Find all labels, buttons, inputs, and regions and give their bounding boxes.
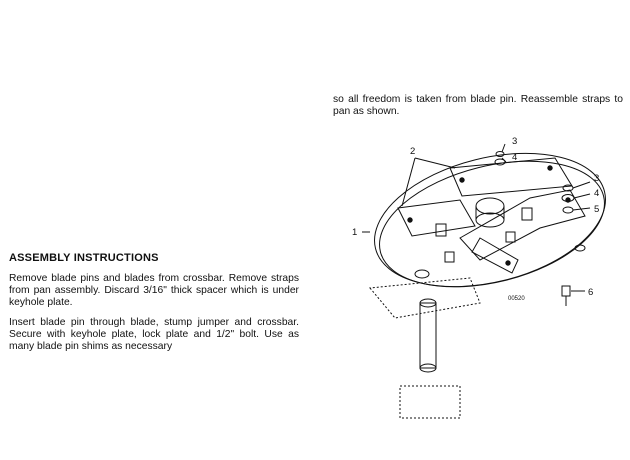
callout-3-top: 3 bbox=[512, 136, 518, 147]
figure-code: 00520 bbox=[508, 296, 525, 302]
callout-6: 6 bbox=[588, 287, 594, 298]
pan-assembly-drawing bbox=[340, 128, 630, 460]
callout-5: 5 bbox=[594, 204, 600, 215]
callout-2: 2 bbox=[410, 146, 416, 157]
paragraph-insert-blade-pin: Insert blade pin through blade, stump jumper and crossbar. Secure with keyhole plate, lock plate and 1/2" bolt. Use as many blade pin shims as necessary bbox=[9, 317, 299, 352]
callout-4-right: 4 bbox=[594, 188, 600, 199]
callout-1: 1 bbox=[352, 227, 358, 238]
section-heading: ASSEMBLY INSTRUCTIONS bbox=[9, 252, 159, 264]
paragraph-remove-blades: Remove blade pins and blades from crossbar. Remove straps from pan assembly. Discard 3/16" thick spacer which is under keyhole plate. bbox=[9, 273, 299, 308]
paragraph-continuation: so all freedom is taken from blade pin. Reassemble straps to pan as shown. bbox=[333, 94, 623, 117]
callout-3-right: 3 bbox=[594, 173, 600, 184]
continuation-column bbox=[333, 94, 623, 118]
callout-4-top: 4 bbox=[512, 152, 518, 163]
pan-assembly-diagram bbox=[340, 128, 630, 460]
instructions-column bbox=[9, 252, 299, 361]
